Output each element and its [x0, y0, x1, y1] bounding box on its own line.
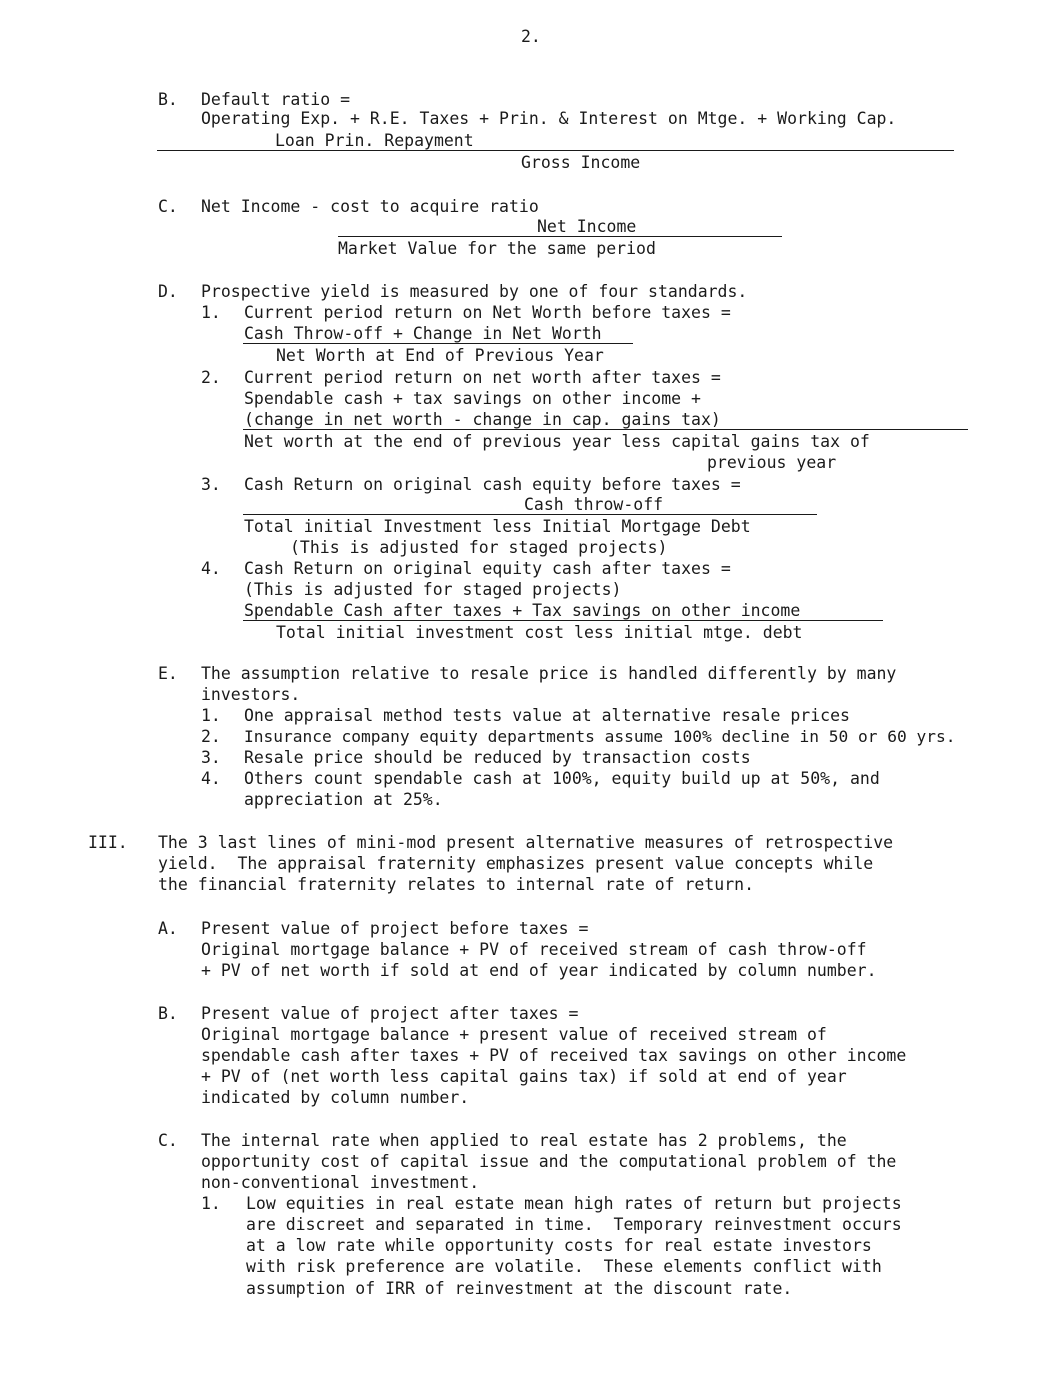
retrospective-yield-line: yield. The appraisal fraternity emphasizes present value concepts while — [158, 854, 874, 873]
net-income-ratio-numerator: Net Income — [537, 217, 637, 236]
yield-item-numerator: Cash Throw-off + Change in Net Worth — [244, 324, 602, 343]
yield-item-numerator: Cash throw-off — [524, 495, 664, 514]
pv-before-taxes-line: Present value of project before taxes = — [201, 919, 589, 938]
net-income-ratio-title: Net Income - cost to acquire ratio — [201, 197, 539, 216]
section-marker-iii: III. — [88, 833, 128, 852]
pv-after-taxes-line: Original mortgage balance + present value of received stream of — [201, 1025, 827, 1044]
irr-problems-line: non-conventional investment. — [201, 1173, 480, 1192]
irr-item-line: assumption of IRR of reinvestment at the discount rate. — [246, 1279, 793, 1298]
default-ratio-numerator-2: Loan Prin. Repayment — [275, 131, 474, 150]
irr-problems-line: opportunity cost of capital issue and the computational problem of the — [201, 1152, 897, 1171]
pv-after-taxes-line: indicated by column number. — [201, 1088, 470, 1107]
resale-item-text: One appraisal method tests value at alternative resale prices — [244, 706, 850, 725]
resale-intro-line-2: investors. — [201, 685, 301, 704]
default-ratio-title: Default ratio = — [201, 90, 351, 109]
pv-before-taxes-line: + PV of net worth if sold at end of year indicated by column number. — [201, 961, 877, 980]
resale-item-text: Others count spendable cash at 100%, equity build up at 50%, and — [244, 769, 880, 788]
resale-item-text: Insurance company equity departments assume 100% decline in 50 or 60 yrs. — [244, 727, 956, 746]
yield-item-denominator-line-1: Net worth at the end of previous year less capital gains tax of — [244, 432, 870, 451]
yield-item-number: 2. — [201, 368, 221, 387]
pv-before-taxes-line: Original mortgage balance + PV of received stream of cash throw-off — [201, 940, 867, 959]
resale-item-number: 4. — [201, 769, 221, 788]
yield-item-denominator-line-2: previous year — [707, 453, 837, 472]
yield-item-denominator: Total initial investment cost less initial mtge. debt — [276, 623, 803, 642]
yield-item-title: Cash Return on original equity cash after taxes = — [244, 559, 731, 578]
yield-item-number: 1. — [201, 303, 221, 322]
irr-item-line: with risk preference are volatile. These elements conflict with — [246, 1257, 882, 1276]
default-ratio-denominator: Gross Income — [521, 153, 641, 172]
subsection-marker-b: B. — [158, 1004, 178, 1023]
resale-item-text: Resale price should be reduced by transaction costs — [244, 748, 751, 767]
yield-item-numerator-line-2: (change in net worth - change in cap. gains tax) — [244, 410, 721, 429]
yield-item-note: (This is adjusted for staged projects) — [290, 538, 668, 557]
resale-item-number: 2. — [201, 727, 221, 746]
retrospective-yield-line: The 3 last lines of mini-mod present alternative measures of retrospective — [158, 833, 894, 852]
yield-item-fraction-bar — [243, 620, 883, 621]
net-income-fraction-bar — [338, 236, 782, 237]
resale-item-number: 3. — [201, 748, 221, 767]
yield-item-numerator-line-1: Spendable cash + tax savings on other income + — [244, 389, 701, 408]
retrospective-yield-line: the financial fraternity relates to internal rate of return. — [158, 875, 755, 894]
default-ratio-numerator: Operating Exp. + R.E. Taxes + Prin. & Interest on Mtge. + Working Cap. — [201, 109, 897, 128]
irr-item-line: at a low rate while opportunity costs for real estate investors — [246, 1236, 872, 1255]
irr-item-line: are discreet and separated in time. Temporary reinvestment occurs — [246, 1215, 902, 1234]
yield-item-number: 4. — [201, 559, 221, 578]
pv-after-taxes-line: Present value of project after taxes = — [201, 1004, 579, 1023]
resale-intro-line-1: The assumption relative to resale price is handled differently by many — [201, 664, 897, 683]
page-number: 2. — [521, 27, 541, 46]
resale-item-number: 1. — [201, 706, 221, 725]
default-ratio-fraction-bar — [157, 150, 954, 151]
prospective-yield-title: Prospective yield is measured by one of four standards. — [201, 282, 748, 301]
irr-item-line: Low equities in real estate mean high rates of return but projects — [246, 1194, 902, 1213]
pv-after-taxes-line: spendable cash after taxes + PV of received tax savings on other income — [201, 1046, 907, 1065]
yield-item-numerator: Spendable Cash after taxes + Tax savings on other income — [244, 601, 801, 620]
yield-item-fraction-bar — [243, 429, 968, 430]
yield-item-fraction-bar — [243, 343, 633, 344]
subsection-marker-c: C. — [158, 1131, 178, 1150]
yield-item-denominator: Total initial Investment less Initial Mortgage Debt — [244, 517, 751, 536]
subsection-marker-a: A. — [158, 919, 178, 938]
yield-item-title: Current period return on Net Worth before taxes = — [244, 303, 731, 322]
section-marker-c: C. — [158, 197, 178, 216]
irr-problems-line: The internal rate when applied to real estate has 2 problems, the — [201, 1131, 847, 1150]
pv-after-taxes-line: + PV of (net worth less capital gains tax) if sold at end of year — [201, 1067, 847, 1086]
yield-item-denominator: Net Worth at End of Previous Year — [276, 346, 604, 365]
section-marker-d: D. — [158, 282, 178, 301]
yield-item-title: Cash Return on original cash equity before taxes = — [244, 475, 741, 494]
irr-item-number: 1. — [201, 1194, 221, 1213]
resale-item-text-continued: appreciation at 25%. — [244, 790, 443, 809]
yield-item-title: Current period return on net worth after taxes = — [244, 368, 721, 387]
net-income-ratio-denominator: Market Value for the same period — [338, 239, 656, 258]
yield-item-note: (This is adjusted for staged projects) — [244, 580, 622, 599]
yield-item-fraction-bar — [243, 514, 817, 515]
section-marker-b: B. — [158, 90, 178, 109]
yield-item-number: 3. — [201, 475, 221, 494]
section-marker-e: E. — [158, 664, 178, 683]
